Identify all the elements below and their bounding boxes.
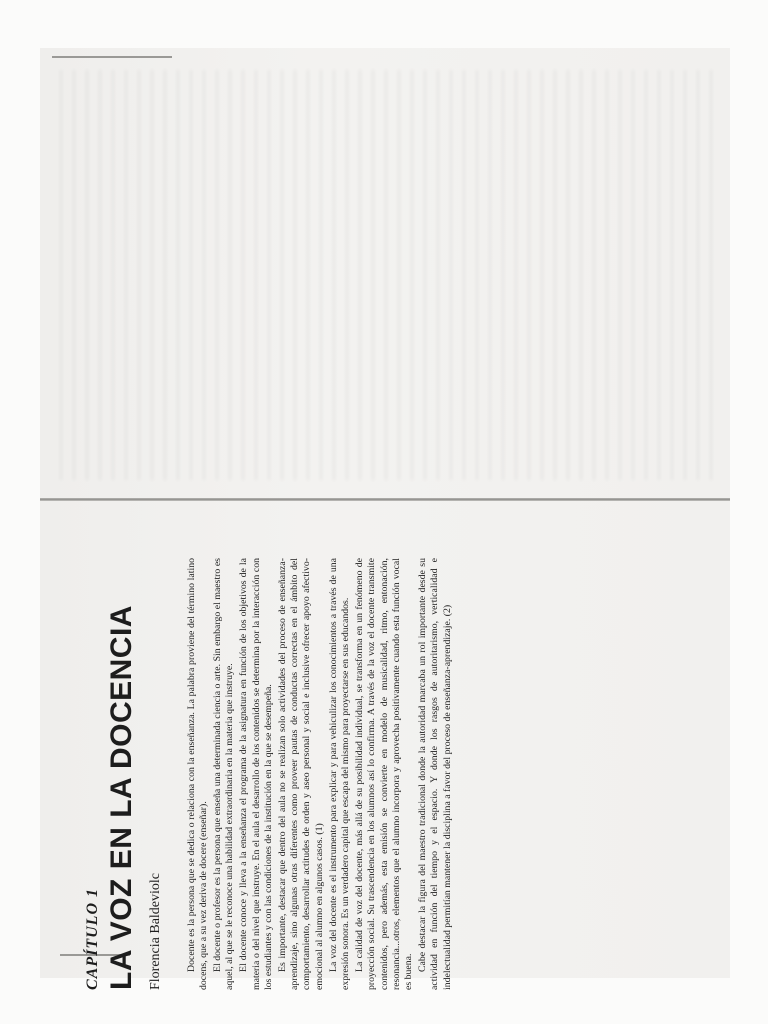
paragraph: Es importante, destacar que dentro del aula no se realizan solo actividades del proceso de enseñanza-aprendizaje, sino algunas otras diferentes como proveer pautas de conductas correctas en el ámbito del comportamiento, desarrollar actitudes de orden y aseo personal y social e inclusive ofrecer apoyo afectivo-emocional al alumno en algunos casos. (1) [276,558,325,990]
scan-edge-mark [52,56,172,58]
chapter-label: CAPÍTULO 1 [84,888,101,990]
rotated-text-block [84,558,668,990]
chapter-title: LA VOZ EN LA DOCENCIA [105,605,138,990]
paragraph: La calidad de voz del docente, más allá de su posibilidad individual, se transforma en un fenómeno de proyección social. Su trascendencia en los alumnos así lo confirma. A través de la voz el docente transmite contenidos, pero además, esta emisión se convierte en modelo de musicalidad, ritmo, entonación, resonancia...otros, elementos que el alumno incorpora y aprovecha positivamente cuando esta función vocal es buena. [354,558,414,990]
paragraph: Cabe destacar la figura del maestro tradicional donde la autoridad marcaba un rol importante desde su actividad en función del tiempo y el espacio. Y donde los rasgos de autoritarismo, verticalidad e indelectualidad permitían mantener la disciplina a favor del proceso de enseñanza-aprendizaje. (2) [417,558,453,990]
body-text [186,558,454,990]
show-through-text [60,70,720,480]
paragraph: El docente conoce y lleva a la enseñanza el programa de la asignatura en función de los objetivos de la materia o del nivel que instruye. En el aula el desarrollo de los contenidos se determina por la interacción con los estudiantes y con las condiciones de la institución en la que se desempeña. [238,558,274,990]
author-name: Florencia Baldeviolc [147,872,163,990]
page-fold [40,498,730,501]
paragraph: Docente es la persona que se dedica o relaciona con la enseñanza. La palabra proviene del término latino docens, que a su vez deriva de docere (enseñar). [185,558,209,990]
paragraph: La voz del docente es el instrumento para explicar y para vehiculizar los conocimientos a través de una expresión sonora. Es un verdadero capital que escapa del mismo para proyectarse en sus educandos. [327,558,351,990]
paragraph: El docente o profesor es la persona que enseña una determinada ciencia o arte. Sin embargo el maestro es aquel, al que se le reconoce una habilidad extraordinaria en la materia que instruye. [211,558,236,990]
